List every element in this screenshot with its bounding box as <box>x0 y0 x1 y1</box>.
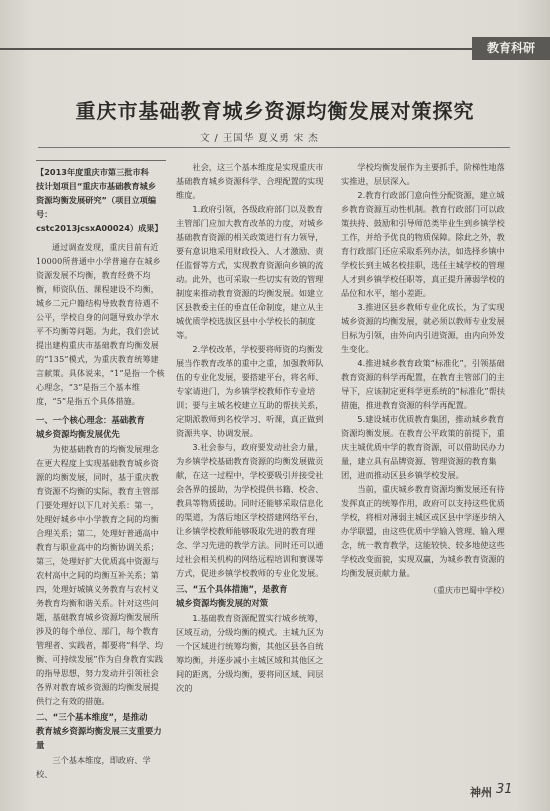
author-affiliation: （重庆市巴蜀中学校） <box>429 586 509 595</box>
title-divider <box>38 147 510 148</box>
funding-line: cstc2013jcsxA00024）成果】 <box>36 223 163 233</box>
paragraph: 2.学校改革，学校要将师资的均衡发展当作教育改革的重中之重，加强教师队伍的专业化发展，要搭建平台，将名师、专家请进门，为乡镇学校教师作专业培训；要与主城名校建立互助的帮扶关系，定期派教师到名校学习、听课，真正做到资源共享、协调发展。 <box>176 344 324 438</box>
heading-line: 三、“五个具体措施”，是教育 <box>176 584 288 594</box>
paragraph: 3.社会参与，政府要发动社会力量，为乡镇学校基础教育资源的均衡发展做贡献，在这一过程中，学校要吸引并接受社会各界的援助，为学校提供书籍、校舍、教具等物质援助。同时还能够采取信息化的渠道，为落后地区学校搭建网络平台，让乡镇学校教师能够吸取先进的教育理念、学习先进的教学方法。同时还可以通过社会相关机构的网络远程培训和赛课等方式，促进乡镇学校教师的专业化发展。 <box>176 442 324 578</box>
column-2 <box>176 160 329 695</box>
header-rule <box>0 48 550 50</box>
section-tab: 教育科研 <box>472 37 550 60</box>
page-number: 31 <box>496 782 513 797</box>
paragraph: 4.推进城乡教育政策“标准化”，引领基础教育资源的科学再配置，在教育主管部门的主导下，应该制定更科学更系统的“标准化”帮扶措施，推进教育资源的科学再配置。 <box>341 358 506 410</box>
section-heading-1 <box>36 413 166 441</box>
paragraph: 学校均衡发展作为主要抓手，阶梯性地落实推进，层层深入。 <box>341 162 505 186</box>
paragraph: 为使基础教育的均衡发展理念在更大程度上实现基础教育城乡资源的均衡发展，同时，基于重庆教育资源不均衡的实际，教育主管部门要处理好以下几对关系：第一，处理好城乡中小学教育之间的均衡合理关系；第二，处理好普通高中教育与职业高中的均衡协调关系；第三，处理好扩大优质高中资源与农村高中之间的均衡互补关系；第四，处理好城镇义务教育与农村义务教育均衡和谐关系。针对这些问题，基础教育城乡资源均衡发展所涉及的每个单位、部门，每个教育管理者、实践者，都要将“科学、均衡、可持续发展”作为自身教育实践的指导思想，努力发动并引领社会各界对教育城乡资源的均衡发展提供行之有效的措施。 <box>36 444 164 706</box>
magazine-logo: 神州 <box>470 786 492 799</box>
paragraph: 1.基础教育资源配置实行城乡统筹，区域互动，分级均衡的模式。主城九区为一个区域进行统筹均衡，其他区县各自统筹均衡，并逐步减小主城区域和其他区之间的距离，分级均衡，要将同区域、同层次的 <box>176 613 324 693</box>
paragraph: 1.政府引领，各级政府部门以及教育主管部门应加大教育改革的力度，对城乡基础教育资源的相关政策进行有力领导，要有意识地采用财政投入、人才激励、责任监督等方式，实现教育资源向乡镇的流动。此外，也可采取一些切实有效的管理制度来推动教育资源的均衡发展。如建立区县教委主任的垂直任命制度，建立从主城优质学校选拔区县中小学校长的制度等。 <box>176 204 324 340</box>
funding-note <box>36 160 166 235</box>
byline: 文 / 王国华 夏义勇 宋 杰 <box>200 133 319 144</box>
abstract-text: 通过调查发现，重庆目前有近10000所普通中小学普遍存在城乡资源发展不均衡，教育经费不均衡，师资队伍、课程建设不均衡，城乡二元户籍结构导致教育待遇不公平，学校自身的问题导致办学水平不均衡等问题。为此，我们尝试提出建构重庆市基础教育均衡发展的“135”模式，为重庆教育统筹建言献策。具体说来，“1”是指一个核心理念，“3”是指三个基本维度，“5”是指五个具体措施。 <box>36 243 165 406</box>
paragraph: 5.建设城市优质教育集团，推动城乡教育资源均衡发展。在教育公平政策的前提下，重庆主城优质中学的教育资源，可以借助民办力量，建立具有品牌资源、管理资源的教育集团，进而推动区县乡镇学校发展。 <box>341 414 505 480</box>
heading-line: 一、一个核心理念：基础教育 <box>36 415 145 425</box>
heading-line: 教育城乡资源均衡发展三支重要力量 <box>36 726 162 750</box>
section-heading-3 <box>176 582 329 610</box>
article-title: 重庆市基础教育城乡资源均衡发展对策探究 <box>75 99 475 123</box>
heading-line: 二、“三个基本维度”，是推动 <box>36 712 148 722</box>
paragraph: 三个基本维度，即政府、学校、 <box>36 755 151 779</box>
heading-line: 城乡资源均衡发展的对策 <box>176 598 269 608</box>
heading-line: 城乡资源均衡发展优先 <box>36 429 120 439</box>
column-3 <box>341 160 509 598</box>
funding-line: 技计划项目“重庆市基础教育城乡 <box>36 181 157 191</box>
paragraph: 2.教育行政部门意向性分配资源，建立城乡教育资源互动性机制。教育行政部门可以政策扶持、鼓励和引导师范类毕业生到乡镇学校工作，并给予优良的物质保障。除此之外，教育行政部门还应采取系列办法，如选择乡镇中学校长到主城名校挂职，选任主城学校的管理人才到乡镇学校任职等，真正提升薄弱学校的品位和水平，缩小差距。 <box>341 190 505 298</box>
column-1 <box>36 160 166 781</box>
paragraph: 社会，这三个基本维度是实现重庆市基础教育城乡资源科学、合理配置的实现维度。 <box>176 162 324 200</box>
paragraph: 当前，重庆城乡教育资源均衡发展还有待发挥真正的统筹作用，政府可以支持这些优质学校，将相对薄弱主城区或区县中学逐步纳入办学联盟，由这些优质中学输入管理、输入理念，统一教育教学，这能较快、较多地使这些学校改变面貌，实现双赢，为城乡教育资源的均衡发展贡献力量。 <box>341 484 505 578</box>
funding-line: 资源均衡发展研究”（项目立项编号： <box>36 195 157 219</box>
section-heading-2 <box>36 710 166 752</box>
abstract <box>36 241 166 409</box>
funding-line: 【2013年度重庆市第三批市科 <box>36 167 149 177</box>
paragraph: 3.推进区县乡教师专业化成长，为了实现城乡资源的均衡发展，就必须以教师专业发展目标为引领，由外向内引进资源，由内向外发生变化。 <box>341 302 505 354</box>
